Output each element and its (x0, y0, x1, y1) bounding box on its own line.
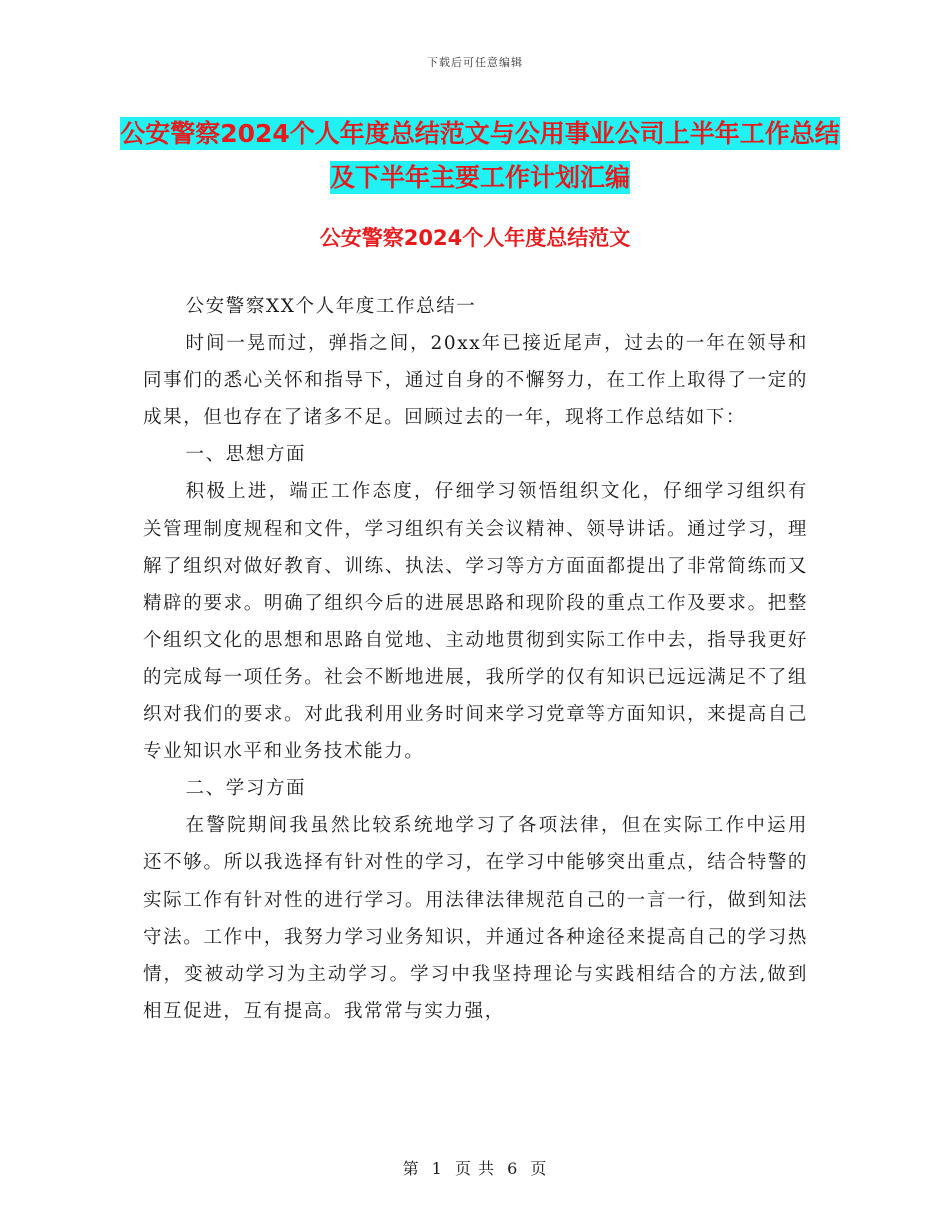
paragraph: 二、学习方面 (185, 778, 307, 800)
footer-middle: 页 共 (454, 1159, 496, 1178)
paragraph: 在警院期间我虽然比较系统地学习了各项法律，但在实际工作中运用还不够。所以我选择有针对性的学习，在学习中能够突出重点，结合特警的实际工作有针对性的进行学习。用法律法律规范自己的一言一行，做到知法守法。工作中，我努力学习业务知识，并通过各种途径来提高自己的学习热情，变被动学习为主动学习。学习中我坚持理论与实践相结合的方法,做到相互促进，互有提高。我常常与实力强， (143, 815, 808, 1022)
paragraph: 一、思想方面 (185, 444, 307, 466)
footer-prefix: 第 (402, 1159, 420, 1178)
page-total: 6 (507, 1159, 519, 1178)
paragraph: 公安警察XX个人年度工作总结一 (185, 296, 477, 317)
section-title: 公安警察2024个人年度总结范文 (319, 226, 631, 250)
paragraph: 时间一晃而过，弹指之间，20xx年已接近尾声，过去的一年在领导和同事们的悉心关怀和指导下，通过自身的不懈努力，在工作上取得了一定的成果，但也存在了诸多不足。回顾过去的一年，现将工作总结如下： (143, 333, 808, 429)
paragraph: 积极上进，端正工作态度，仔细学习领悟组织文化，仔细学习组织有关管理制度规程和文件，学习组织有关会议精神、领导讲话。通过学习，理解了组织对做好教育、训练、执法、学习等方方面面都提出了非常简练而又精辟的要求。明确了组织今后的进展思路和现阶段的重点工作及要求。把整个组织文化的思想和思路自觉地、主动地贯彻到实际工作中去，指导我更好的完成每一项任务。社会不断地进展，我所学的仅有知识已远远满足不了组织对我们的要求。对此我利用业务时间来学习党章等方面知识，来提高自己专业知识水平和业务技术能力。 (143, 481, 808, 763)
page-number: 1 (431, 1159, 443, 1178)
document-body (143, 288, 808, 1030)
document-title-text: 公安警察2024个人年度总结范文与公用事业公司上半年工作总结及下半年主要工作计划汇编 (120, 119, 840, 192)
header-note: 下载后可任意编辑 (427, 56, 523, 69)
page-footer (0, 1156, 950, 1179)
document-title (120, 112, 840, 200)
footer-suffix: 页 (530, 1159, 548, 1178)
